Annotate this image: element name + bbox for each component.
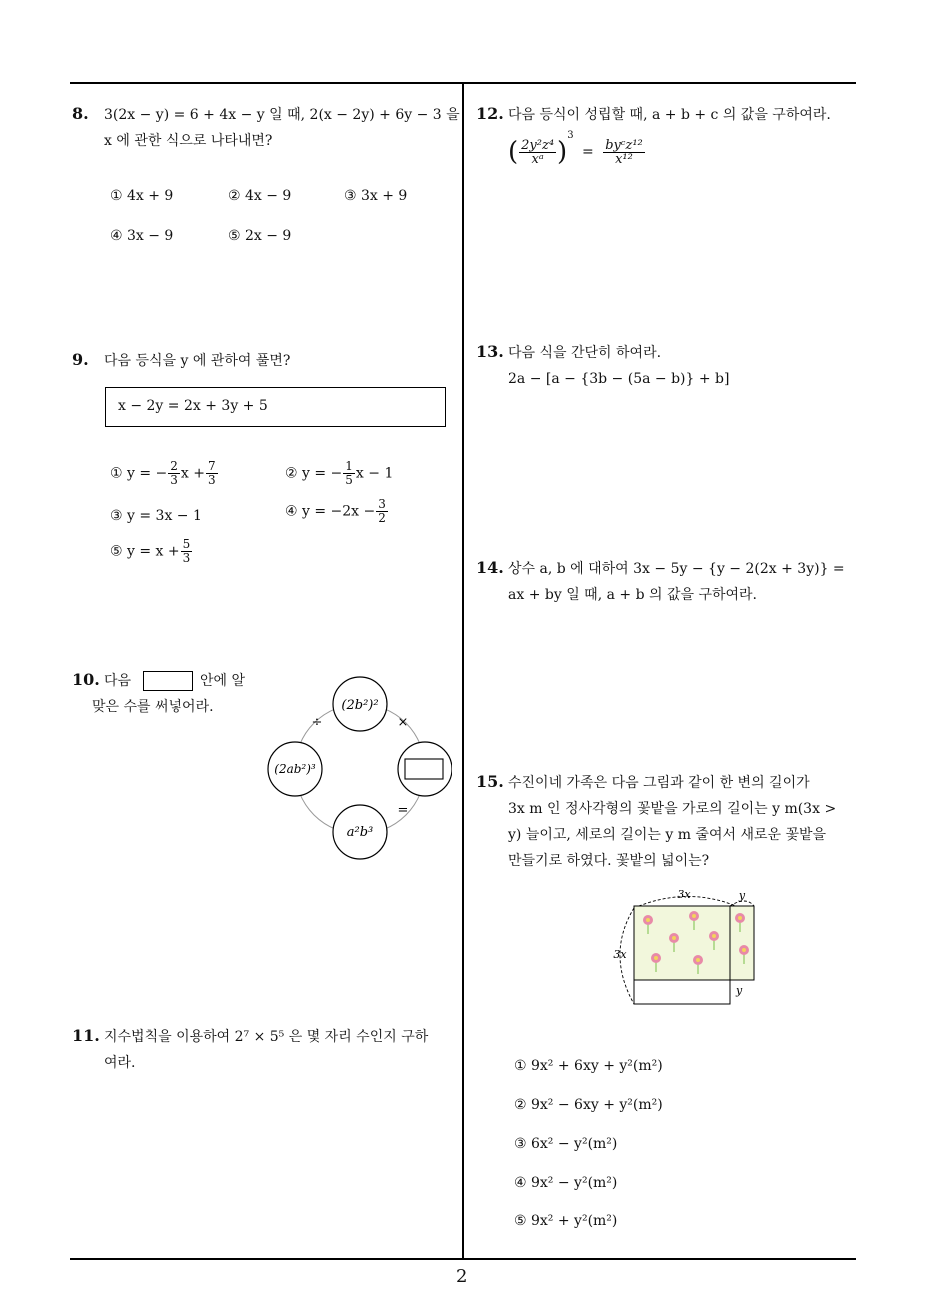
- lhs-numerator: 2y²z⁴: [521, 137, 555, 153]
- option-1-prefix: ① y = −: [110, 465, 168, 482]
- fraction-denominator: 3: [182, 551, 191, 565]
- fraction-denominator: 5: [345, 473, 353, 487]
- equation: x − 2y = 2x + 3y + 5: [118, 398, 268, 414]
- top-label: 3x: [677, 888, 691, 901]
- question-number: 10.: [72, 670, 100, 689]
- question-text-line1: 3(2x − y) = 6 + 4x − y 일 때, 2(x − 2y) + 6y − 3 을: [104, 107, 460, 123]
- option-1-middle: x +: [180, 465, 205, 482]
- equation: ( $\frac{\text{2y²z⁴}}{\text{xᵃ}}$ )$^3$ = $\frac{\text{byᶜz¹²}}{\text{x¹²}}$: [508, 130, 643, 167]
- fraction-numerator: 1: [345, 459, 353, 473]
- option-2[interactable]: ② 9x² − 6xy + y²(m²): [514, 1097, 663, 1113]
- option-5-prefix: ⑤ y = x +: [110, 543, 180, 560]
- question-text-line2: 맞은 수를 써넣어라.: [92, 699, 214, 715]
- question-number: 11.: [72, 1026, 100, 1045]
- question-text-line2: ax + by 일 때, a + b 의 값을 구하여라.: [508, 587, 758, 603]
- rhs-denominator: x¹²: [615, 151, 633, 167]
- option-4-prefix: ④ y = −2x −: [285, 503, 376, 520]
- fraction-denominator: 2: [378, 511, 386, 525]
- question-text-line1-end: 안에 알: [200, 673, 246, 689]
- answer-blank-box: [405, 759, 443, 779]
- question-number: 15.: [476, 772, 504, 791]
- fraction-denominator: 3: [170, 473, 178, 487]
- question-text: 다음 식을 간단히 하여라.: [508, 345, 662, 361]
- question-number: 9.: [72, 350, 89, 369]
- option-2[interactable]: ② 4x − 9: [228, 188, 292, 204]
- left-label: 3x: [613, 948, 627, 961]
- top-node-label: (2b²)²: [341, 698, 379, 713]
- question-text-line1: 상수 a, b 에 대하여 3x − 5y − {y − 2(2x + 3y)} =: [508, 561, 845, 577]
- bottom-node-label: a²b³: [346, 825, 374, 840]
- fraction-numerator: 2: [170, 459, 178, 473]
- fraction-numerator: 5: [182, 537, 191, 551]
- rhs-numerator: byᶜz¹²: [605, 137, 643, 153]
- page-number: 2: [456, 1266, 468, 1287]
- fraction-numerator: 7: [208, 459, 216, 473]
- divide-operator: ÷: [311, 715, 323, 730]
- option-1[interactable]: ① 4x + 9: [110, 188, 174, 204]
- bottom-right-label: y: [736, 984, 743, 997]
- question-text-line4: 만들기로 하였다. 꽃밭의 넓이는?: [508, 853, 710, 869]
- option-5[interactable]: ⑤ 2x − 9: [228, 228, 292, 244]
- option-2-prefix: ② y = −: [285, 465, 343, 482]
- times-operator: ×: [397, 715, 409, 730]
- lhs-denominator: xᵃ: [531, 151, 544, 167]
- option-5[interactable]: ⑤ 9x² + y²(m²): [514, 1213, 618, 1229]
- lhs-exponent: 3: [567, 130, 574, 141]
- fraction-denominator: 3: [208, 473, 216, 487]
- option-2-suffix: x − 1: [355, 465, 394, 482]
- option-4[interactable]: ④ 9x² − y²(m²): [514, 1175, 618, 1191]
- column-divider: [462, 82, 464, 1260]
- equals-operator: =: [397, 803, 409, 818]
- option-3[interactable]: ③ y = 3x − 1: [110, 508, 202, 524]
- question-number: 8.: [72, 104, 89, 123]
- question-text: 다음 등식을 y 에 관하여 풀면?: [104, 353, 291, 369]
- option-1[interactable]: ① 9x² + 6xy + y²(m²): [514, 1058, 663, 1074]
- option-3[interactable]: ③ 3x + 9: [344, 188, 408, 204]
- option-1[interactable]: [110, 460, 219, 487]
- answer-blank-box[interactable]: [143, 671, 193, 691]
- removed-strip: [634, 980, 730, 1004]
- question-text-line2: 여라.: [104, 1055, 136, 1071]
- question-text-line3: y) 늘이고, 세로의 길이는 y m 줄여서 새로운 꽃밭을: [508, 827, 827, 843]
- cycle-diagram: [262, 674, 452, 864]
- question-number: 12.: [476, 104, 504, 123]
- option-2[interactable]: [285, 460, 393, 487]
- garden-figure: [606, 884, 766, 1010]
- option-4[interactable]: ④ 3x − 9: [110, 228, 174, 244]
- question-text: 다음 등식이 성립할 때, a + b + c 의 값을 구하여라.: [508, 107, 831, 123]
- question-text-line1: 지수법칙을 이용하여 2⁷ × 5⁵ 은 몇 자리 수인지 구하: [104, 1029, 429, 1045]
- question-text-line2: 3x m 인 정사각형의 꽃밭을 가로의 길이는 y m(3x >: [508, 801, 837, 817]
- question-text-line1-start: 다음: [104, 673, 132, 689]
- option-3[interactable]: ③ 6x² − y²(m²): [514, 1136, 618, 1152]
- left-node-label: (2ab²)³: [274, 762, 316, 776]
- expression: 2a − [a − {3b − (5a − b)} + b]: [508, 371, 730, 387]
- option-5[interactable]: [110, 538, 193, 565]
- question-text-line1: 수진이네 가족은 다음 그림과 같이 한 변의 길이가: [508, 775, 810, 791]
- question-number: 14.: [476, 558, 504, 577]
- top-right-label: y: [738, 889, 746, 902]
- question-number: 13.: [476, 342, 504, 361]
- question-text-line2: x 에 관한 식으로 나타내면?: [104, 133, 273, 149]
- option-4[interactable]: [285, 498, 389, 525]
- fraction-numerator: 3: [378, 497, 386, 511]
